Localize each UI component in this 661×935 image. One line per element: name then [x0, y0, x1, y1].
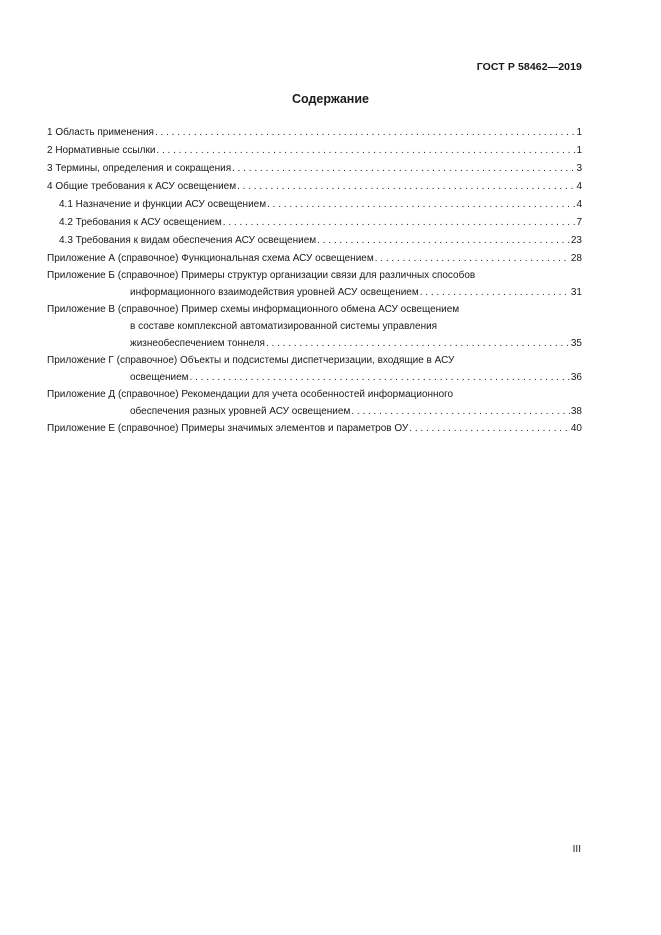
page-title: Содержание: [291, 92, 369, 106]
toc-entry[interactable]: [47, 301, 582, 352]
dot-leader: [266, 335, 570, 352]
toc-entry-title: Приложение Б (справочное) Примеры структур организации связи для различных способов: [47, 270, 476, 281]
toc-entry-title-continued: в составе комплексной автоматизированной системы управления: [130, 321, 438, 332]
toc-entry[interactable]: [47, 178, 582, 195]
toc-page-number: 35: [570, 338, 582, 349]
dot-leader: [223, 214, 576, 231]
toc-page-number: 31: [570, 287, 582, 298]
toc-entry-title: Приложение Е (справочное) Примеры значимых элементов и параметров ОУ: [47, 423, 409, 434]
toc-entry[interactable]: [47, 196, 582, 213]
toc-entry-title: 3 Термины, определения и сокращения: [47, 163, 232, 174]
toc-page-number: 23: [570, 235, 582, 246]
toc-entry-title-continued: информационного взаимодействия уровней АСУ освещением: [130, 287, 419, 298]
toc-entry[interactable]: [47, 352, 582, 386]
toc-entry[interactable]: [47, 214, 582, 231]
toc-entry-title: Приложение Г (справочное) Объекты и подсистемы диспетчеризации, входящие в АСУ: [47, 355, 455, 366]
dot-leader: [156, 142, 575, 159]
toc-page-number: 1: [576, 127, 582, 138]
toc-entry[interactable]: [47, 232, 582, 249]
toc-entry[interactable]: [47, 124, 582, 141]
toc-entry-title: 1 Область применения: [47, 127, 154, 138]
document-code: ГОСТ Р 58462—2019: [476, 61, 582, 73]
toc-entry-title-continued: обеспечения разных уровней АСУ освещением: [130, 406, 351, 417]
toc-page-number: 28: [570, 253, 582, 264]
toc-entry-title: 4.3 Требования к видам обеспечения АСУ освещением: [59, 235, 317, 246]
toc-page-number: 40: [570, 423, 582, 434]
toc-entry[interactable]: [47, 420, 582, 437]
toc-entry-title: 4.2 Требования к АСУ освещением: [59, 217, 222, 228]
toc-entry-title: Приложение В (справочное) Пример схемы информационного обмена АСУ освещением: [47, 304, 460, 315]
toc-entry-title-continued: освещением: [130, 372, 189, 383]
dot-leader: [155, 124, 575, 141]
dot-leader: [232, 160, 575, 177]
dot-leader: [190, 369, 570, 386]
toc-page-number: 4: [576, 181, 582, 192]
dot-leader: [351, 403, 570, 420]
dot-leader: [420, 284, 570, 301]
table-of-contents: [47, 124, 582, 437]
toc-entry-title: 4.1 Назначение и функции АСУ освещением: [59, 199, 267, 210]
toc-entry-title: 2 Нормативные ссылки: [47, 145, 156, 156]
toc-entry-title: Приложение Д (справочное) Рекомендации для учета особенностей информационного: [47, 389, 454, 400]
toc-entry[interactable]: [47, 142, 582, 159]
dot-leader: [375, 250, 570, 267]
toc-entry[interactable]: [47, 386, 582, 420]
toc-page-number: 4: [576, 199, 582, 210]
toc-entry-title: Приложение А (справочное) Функциональная схема АСУ освещением: [47, 253, 374, 264]
toc-entry[interactable]: [47, 250, 582, 267]
toc-entry-title-continued: жизнеобеспечением тоннеля: [130, 338, 265, 349]
toc-page-number: 36: [570, 372, 582, 383]
toc-page-number: 3: [576, 163, 582, 174]
toc-entry[interactable]: [47, 160, 582, 177]
toc-page-number: 7: [576, 217, 582, 228]
toc-entry[interactable]: [47, 267, 582, 301]
toc-entry-title: 4 Общие требования к АСУ освещением: [47, 181, 237, 192]
toc-page-number: 38: [570, 406, 582, 417]
dot-leader: [409, 420, 570, 437]
dot-leader: [317, 232, 570, 249]
dot-leader: [267, 196, 575, 213]
page-number: III: [572, 844, 581, 855]
toc-page-number: 1: [576, 145, 582, 156]
dot-leader: [237, 178, 575, 195]
